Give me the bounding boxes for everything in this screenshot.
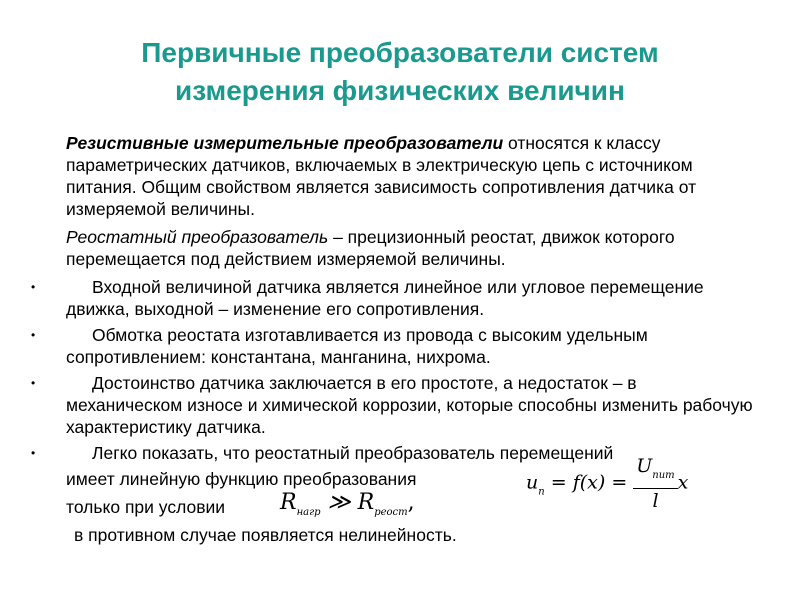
title-line-1: Первичные преобразователи систем <box>141 37 659 68</box>
intro-text: относятся к классу параметрических датчиков, включаемых в электрическую цепь с источником питания. Общим свойством является зависимость сопротивления датчика от измеряемой величины. <box>66 133 697 219</box>
condition-line <box>66 490 756 524</box>
cond-r1-sub: нагр <box>296 507 321 518</box>
bullet-text: Обмотка реостата изготавливается из провода с высоким удельным сопротивлением: константана, манганина, нихрома. <box>66 325 648 367</box>
slide-body <box>31 132 756 546</box>
tail-line-2: только при условии <box>66 497 226 517</box>
title-line-2: измерения физических величин <box>175 75 625 106</box>
formula-num-sub: пит <box>652 470 675 481</box>
rheostat-text: – прецизионный реостат, движок которого перемещается под действием измеряемой величины. <box>66 227 675 269</box>
formula-lhs-sub: п <box>538 486 545 498</box>
bullet-marker: • <box>31 280 36 294</box>
formula-num-symbol: U <box>636 455 653 477</box>
bullet-text: Входной величиной датчика является линейное или угловое перемещение движка, выходной – изменение его сопротивления. <box>66 277 704 319</box>
bullet-marker: • <box>31 328 36 342</box>
cond-r2-sub: реост <box>374 507 408 518</box>
intro-paragraph <box>66 132 756 220</box>
rheostat-term: Реостатный преобразователь <box>66 227 329 247</box>
bullet-list <box>31 276 756 464</box>
slide-title <box>60 34 740 110</box>
formula-rhs: x <box>677 471 689 494</box>
intro-term: Резистивные измерительные преобразователи <box>66 133 504 153</box>
formula-denominator: l <box>652 490 659 512</box>
cond-comma: , <box>407 490 415 515</box>
bullet-text: Достоинство датчика заключается в его простоте, а недостаток – в механическом износе и химической коррозии, которые способны изменить рабочую характеристику датчика. <box>66 373 753 437</box>
rheostat-paragraph <box>66 226 756 270</box>
list-item <box>31 276 756 320</box>
cond-r2: R <box>357 490 375 515</box>
tail-line-3: в противном случае появляется нелинейность. <box>74 525 457 545</box>
formula-lhs: u <box>526 471 539 494</box>
formula-equals: = f(x) = <box>544 471 634 494</box>
bullet-marker: • <box>31 376 36 390</box>
cond-r1: R <box>280 490 297 515</box>
condition-formula <box>280 492 415 524</box>
tail-line-3-wrap <box>66 524 756 546</box>
cond-operator: ≫ <box>320 490 358 515</box>
list-item <box>31 372 756 438</box>
bullet-marker: • <box>31 446 36 460</box>
list-item <box>31 324 756 368</box>
bullet-text: Легко показать, что реостатный преобразователь перемещений <box>92 443 614 463</box>
tail-line-1: имеет линейную функцию преобразования <box>66 469 417 489</box>
formula-numerator <box>633 454 677 489</box>
